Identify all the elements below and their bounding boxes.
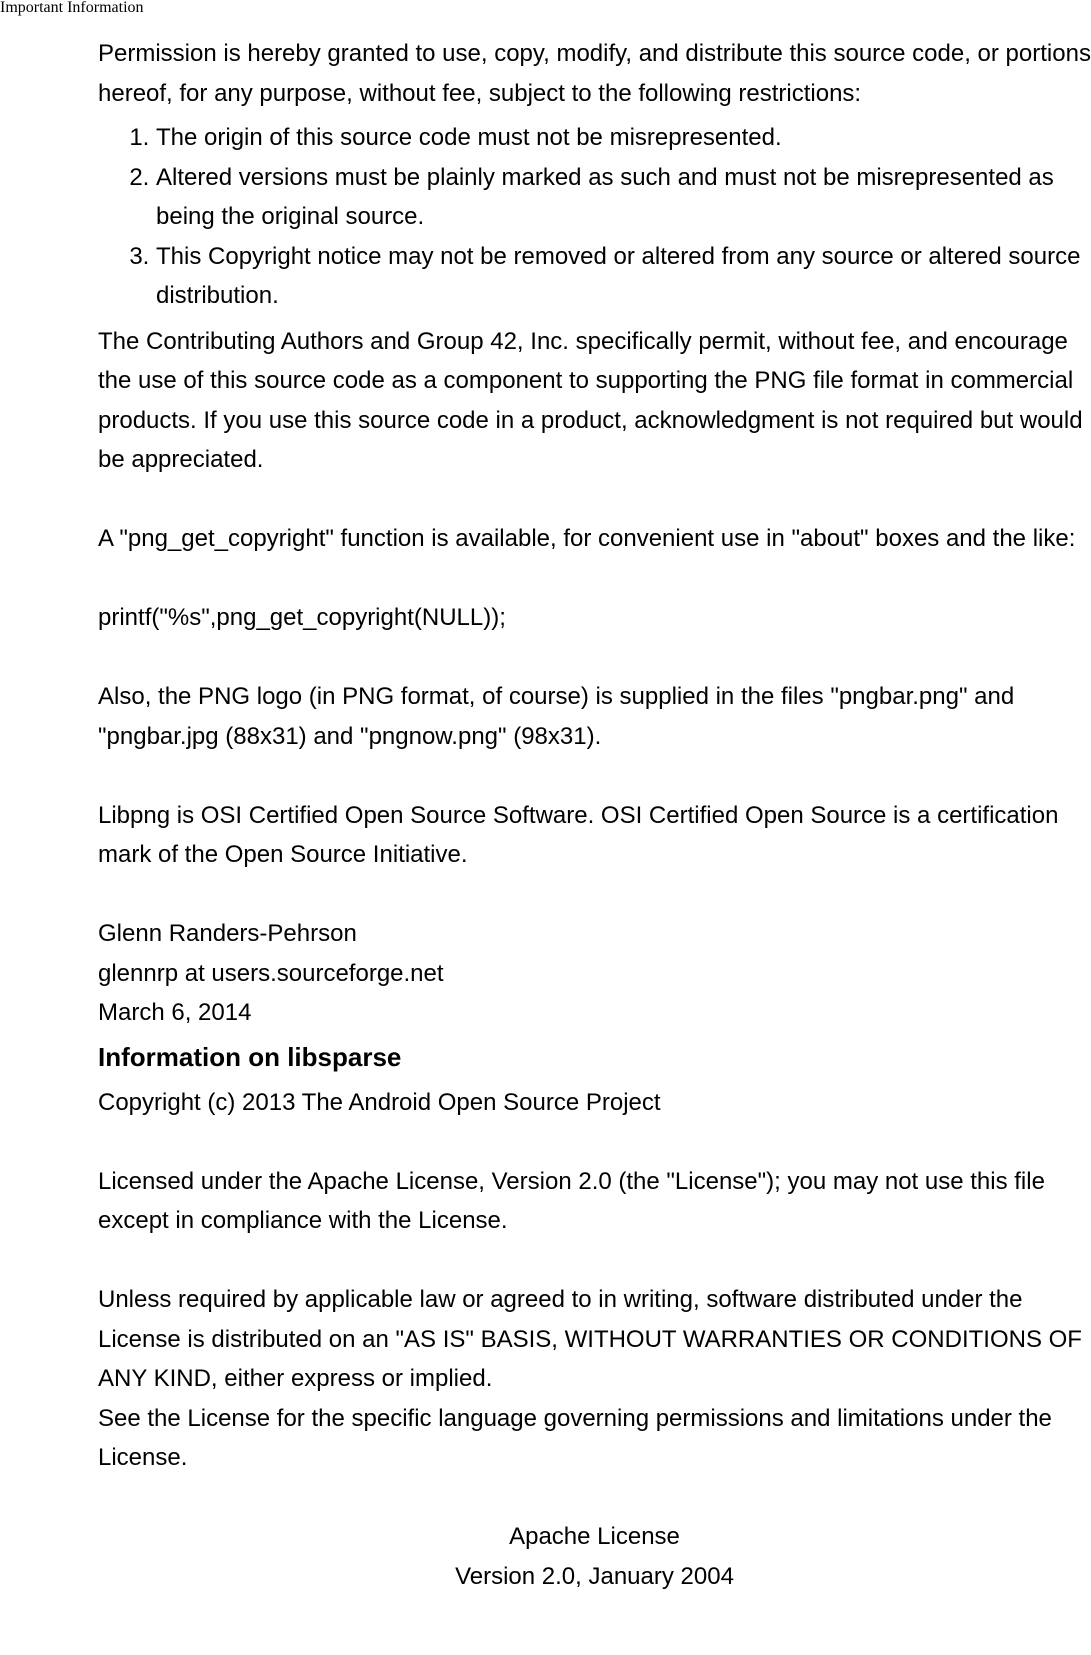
apache-license-title: Apache License bbox=[509, 1523, 680, 1550]
spacer bbox=[98, 1478, 1091, 1518]
spacer bbox=[98, 756, 1091, 796]
copyright-function-paragraph: A "png_get_copyright" function is available, for convenient use in "about" boxes and the like: bbox=[98, 525, 1076, 552]
see-license-paragraph: See the License for the specific language governing permissions and limitations under the License. bbox=[98, 1404, 1052, 1471]
restriction-item: 2. Altered versions must be plainly marked as such and must not be misrepresented as being the original source. bbox=[156, 158, 1091, 237]
logo-note-paragraph: Also, the PNG logo (in PNG format, of course) is supplied in the files "pngbar.png" and "pngbar.jpg (88x31) and "pngnow.png" (98x31). bbox=[98, 683, 1015, 750]
spacer bbox=[98, 638, 1091, 678]
unless-required-paragraph: Unless required by applicable law or agreed to in writing, software distributed under the License is distributed on an "AS IS" BASIS, WITHOUT WARRANTIES OR CONDITIONS OF ANY KIND, either express or implied. bbox=[98, 1286, 1082, 1392]
spacer bbox=[98, 875, 1091, 915]
restriction-item: 1. The origin of this source code must not be misrepresented. bbox=[156, 118, 1091, 158]
spacer bbox=[98, 1122, 1091, 1162]
osi-note-paragraph: Libpng is OSI Certified Open Source Software. OSI Certified Open Source is a certification mark of the Open Source Initiative. bbox=[98, 801, 1059, 868]
spacer bbox=[98, 480, 1091, 520]
libsparse-copyright: Copyright (c) 2013 The Android Open Source Project bbox=[98, 1088, 661, 1116]
restrictions-list bbox=[98, 118, 1091, 316]
permission-paragraph: Permission is hereby granted to use, copy, modify, and distribute this source code, or portions hereof, for any purpose, without fee, subject to the following restrictions: bbox=[98, 40, 1091, 107]
signature-date: March 6, 2014 bbox=[98, 999, 252, 1026]
contributing-paragraph: The Contributing Authors and Group 42, Inc. specifically permit, without fee, and encourage the use of this source code as a component to supporting the PNG file format in commercial products. If you use this source code in a product, acknowledgment is not required but would be appreciated. bbox=[98, 327, 1083, 473]
section-heading-libsparse: Information on libsparse bbox=[98, 1041, 402, 1072]
signature-email: glennrp at users.sourceforge.net bbox=[98, 959, 444, 987]
spacer bbox=[98, 1241, 1091, 1281]
running-header: Important Information bbox=[0, 0, 144, 16]
licensed-paragraph: Licensed under the Apache License, Version 2.0 (the "License"); you may not use this file except in compliance with the License. bbox=[98, 1167, 1045, 1234]
signature-name: Glenn Randers-Pehrson bbox=[98, 920, 357, 947]
apache-license-version: Version 2.0, January 2004 bbox=[455, 1562, 734, 1590]
restriction-item: 3. This Copyright notice may not be removed or altered from any source or altered source distribution. bbox=[156, 237, 1091, 316]
spacer bbox=[98, 559, 1091, 599]
document-body bbox=[98, 34, 1091, 1596]
printf-line: printf("%s",png_get_copyright(NULL)); bbox=[98, 604, 506, 631]
